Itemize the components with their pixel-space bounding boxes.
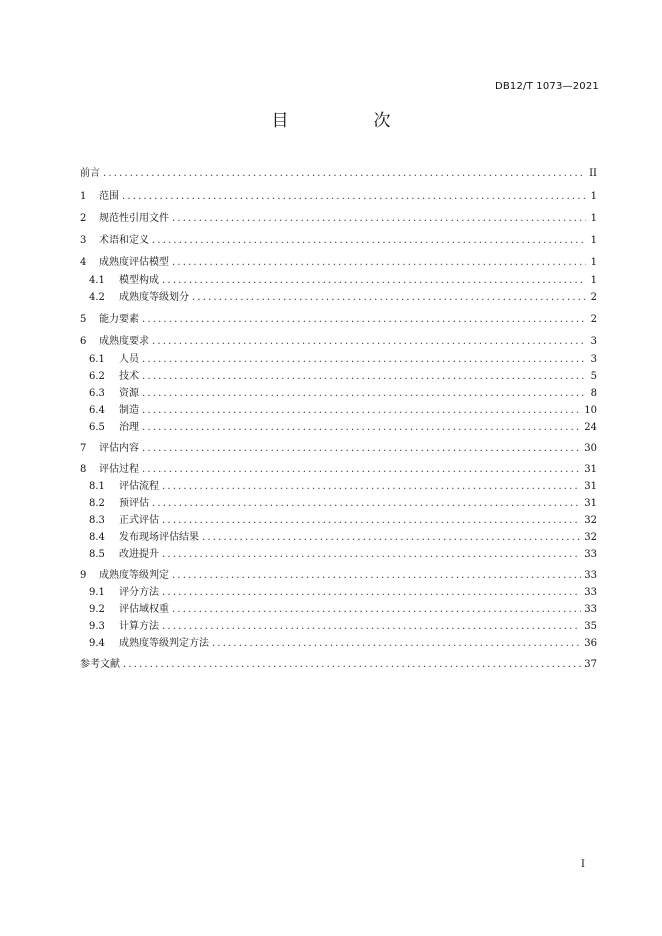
toc-entry-number: 1: [80, 191, 87, 202]
toc-leader-dots: [162, 515, 581, 527]
toc-entry-number: 8.3: [89, 515, 105, 526]
toc-entry-number: 4: [80, 257, 87, 268]
toc-entry-label: 参考文献: [80, 659, 120, 670]
toc-entry-page: 1: [590, 235, 597, 246]
toc-leader-dots: [103, 168, 586, 180]
toc-entry[interactable]: [89, 496, 597, 510]
toc-entry-number: 2: [80, 213, 87, 224]
toc-entry-page: 3: [590, 354, 597, 365]
toc-leader-dots: [172, 257, 586, 269]
toc-entry[interactable]: [80, 441, 597, 455]
toc-leader-dots: [142, 314, 586, 326]
toc-leader-dots: [172, 570, 581, 582]
toc-entry-label: 成熟度评估模型: [99, 257, 169, 268]
toc-leader-dots: [142, 405, 581, 417]
toc-entry-page: 36: [584, 638, 597, 649]
toc-entry-number: 8.2: [89, 498, 105, 509]
toc-leader-dots: [122, 191, 586, 203]
toc-entry-page: 1: [590, 275, 597, 286]
toc-entry[interactable]: [89, 290, 597, 304]
toc-entry-number: 4.1: [89, 275, 105, 286]
toc-entry-number: 6: [80, 336, 87, 347]
toc-entry-page: 33: [584, 604, 597, 615]
toc-entry-page: 5: [590, 371, 597, 382]
toc-leader-dots: [142, 422, 581, 434]
toc-entry-number: 6.1: [89, 354, 105, 365]
toc-entry-page: 1: [590, 257, 597, 268]
toc-entry-label: 发布现场评估结果: [119, 532, 199, 543]
toc-entry[interactable]: [80, 189, 597, 203]
toc-entry[interactable]: [80, 211, 597, 225]
toc-entry-label: 能力要素: [99, 314, 139, 325]
toc-entry[interactable]: [89, 619, 597, 633]
toc-entry[interactable]: [89, 369, 597, 383]
toc-leader-dots: [152, 235, 586, 247]
toc-entry[interactable]: [80, 166, 597, 180]
toc-leader-dots: [142, 354, 586, 366]
toc-entry-page: 33: [584, 587, 597, 598]
toc-entry-label: 技术: [119, 371, 139, 382]
toc-leader-dots: [162, 621, 581, 633]
toc-entry-page: 33: [584, 570, 597, 581]
toc-entry[interactable]: [80, 255, 597, 269]
toc-entry-number: 5: [80, 314, 87, 325]
toc-leader-dots: [202, 532, 581, 544]
toc-entry-page: 8: [590, 388, 597, 399]
toc-entry-label: 规范性引用文件: [99, 213, 169, 224]
toc-entry-label: 范围: [99, 191, 119, 202]
toc-entry-label: 人员: [119, 354, 139, 365]
toc-leader-dots: [152, 336, 586, 348]
toc-entry-page: 24: [584, 422, 597, 433]
toc-entry-page: 10: [584, 405, 597, 416]
toc-entry-label: 模型构成: [119, 275, 159, 286]
toc-entry-number: 8: [80, 464, 87, 475]
toc-entry-page: 3: [590, 336, 597, 347]
toc-leader-dots: [152, 498, 581, 510]
toc-entry-number: 9.2: [89, 604, 105, 615]
toc-entry-page: II: [589, 168, 597, 179]
toc-entry-number: 8.4: [89, 532, 105, 543]
toc-entry-number: 9.1: [89, 587, 105, 598]
toc-entry[interactable]: [80, 312, 597, 326]
toc-leader-dots: [172, 213, 586, 225]
toc-entry-number: 8.5: [89, 549, 105, 560]
toc-entry[interactable]: [80, 334, 597, 348]
toc-entry[interactable]: [89, 602, 597, 616]
toc-leader-dots: [192, 292, 586, 304]
toc-entry-number: 3: [80, 235, 87, 246]
toc-leader-dots: [162, 587, 581, 599]
toc-entry[interactable]: [89, 386, 597, 400]
toc-entry-number: 7: [80, 443, 87, 454]
toc-entry-label: 成熟度等级划分: [119, 292, 189, 303]
toc-entry-page: 30: [584, 443, 597, 454]
toc-entry-label: 计算方法: [119, 621, 159, 632]
toc-entry[interactable]: [89, 352, 597, 366]
toc-entry-label: 评估内容: [99, 443, 139, 454]
toc-entry-label: 成熟度要求: [99, 336, 149, 347]
toc-entry-page: 31: [584, 498, 597, 509]
toc-entry-label: 改进提升: [119, 549, 159, 560]
toc-entry-page: 1: [590, 213, 597, 224]
toc-entry-label: 前言: [80, 168, 100, 179]
toc-entry-label: 成熟度等级判定: [99, 570, 169, 581]
toc-entry-label: 正式评估: [119, 515, 159, 526]
toc-entry-page: 2: [590, 292, 597, 303]
toc-entry-number: 9.3: [89, 621, 105, 632]
toc-entry-page: 2: [590, 314, 597, 325]
toc-entry-label: 术语和定义: [99, 235, 149, 246]
page-title: 目 次: [271, 111, 425, 131]
toc-entry-number: 6.4: [89, 405, 105, 416]
toc-entry-label: 评估过程: [99, 464, 139, 475]
toc-entry-label: 评分方法: [119, 587, 159, 598]
toc-entry[interactable]: [89, 636, 597, 650]
toc-entry[interactable]: [80, 568, 597, 582]
toc-entry-number: 6.2: [89, 371, 105, 382]
toc-leader-dots: [212, 638, 581, 650]
toc-entry-number: 8.1: [89, 481, 105, 492]
toc-leader-dots: [162, 481, 581, 493]
toc-entry[interactable]: [89, 273, 597, 287]
toc-entry[interactable]: [89, 530, 597, 544]
toc-entry-label: 评估流程: [119, 481, 159, 492]
toc-entry[interactable]: [89, 403, 597, 417]
toc-entry-page: 35: [584, 621, 597, 632]
toc-entry[interactable]: [89, 585, 597, 599]
toc-entry-label: 预评估: [119, 498, 149, 509]
toc-entry[interactable]: [80, 233, 597, 247]
toc-entry-page: 1: [590, 191, 597, 202]
toc-leader-dots: [142, 388, 586, 400]
toc-leader-dots: [162, 549, 581, 561]
toc-entry-page: 31: [584, 464, 597, 475]
toc-entry-page: 31: [584, 481, 597, 492]
toc-entry-page: 37: [584, 659, 597, 670]
toc-entry-number: 4.2: [89, 292, 105, 303]
toc-entry-label: 资源: [119, 388, 139, 399]
toc-leader-dots: [142, 464, 581, 476]
toc-entry[interactable]: [89, 513, 597, 527]
toc-entry[interactable]: [89, 547, 597, 561]
toc-entry-label: 成熟度等级判定方法: [119, 638, 209, 649]
toc-entry-page: 33: [584, 549, 597, 560]
toc-entry-page: 32: [584, 515, 597, 526]
toc-entry-label: 治理: [119, 422, 139, 433]
toc-leader-dots: [142, 371, 586, 383]
toc-leader-dots: [162, 275, 586, 287]
toc-entry-number: 6.3: [89, 388, 105, 399]
toc-entry[interactable]: [80, 657, 597, 671]
toc-leader-dots: [172, 604, 581, 616]
toc-entry-number: 9: [80, 570, 87, 581]
toc-leader-dots: [123, 659, 581, 671]
toc-entry[interactable]: [89, 420, 597, 434]
document-code: DB12/T 1073—2021: [494, 81, 599, 92]
toc-entry-label: 制造: [119, 405, 139, 416]
toc-entry[interactable]: [89, 479, 597, 493]
footer-page-number: I: [581, 859, 585, 870]
toc-entry-label: 评估域权重: [119, 604, 169, 615]
toc-entry[interactable]: [80, 462, 597, 476]
toc-leader-dots: [142, 443, 581, 455]
toc-entry-page: 32: [584, 532, 597, 543]
toc-entry-number: 9.4: [89, 638, 105, 649]
toc-entry-number: 6.5: [89, 422, 105, 433]
